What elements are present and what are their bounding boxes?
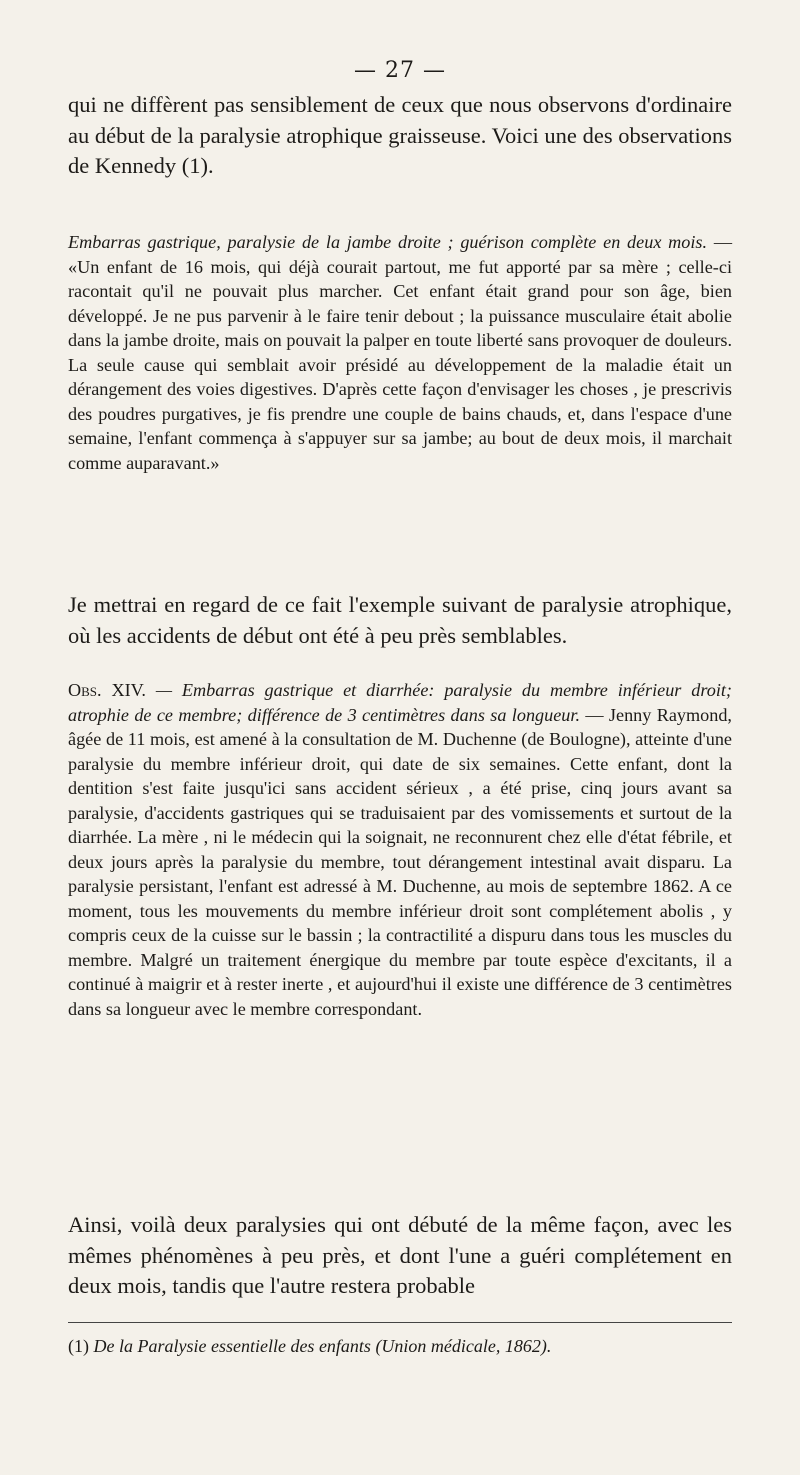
observation-xiv-heading: — Embarras gastrique et diarrhée: paralysie du membre inférieur droit; atrophie de ce membre; différence de 3 centimètres dans sa longueur. xyxy=(68,680,732,725)
observation-xiv-body: — Jenny Raymond, âgée de 11 mois, est amené à la consultation de M. Duchenne (de Boulogne), atteinte d'une paralysie du membre inférieur droit, qui date de six semaines. Cette enfant, dont la dentition s'est faite jusqu'ici sans accident sérieux , a été prise, cinq jours avant sa paralysie, d'accidents gastriques qui se traduisaient par des vomissements et surtout de la diarrhée. La mère , ni le médecin qui la soignait, ne reconnurent chez elle d'état fébrile, et deux jours après la paralysie du membre, tout dérangement intestinal avait disparu. La paralysie persistant, l'enfant est adressé à M. Duchenne, au mois de septembre 1862. A ce moment, tous les mouvements du membre inférieur droit sont complétement abolis , y compris ceux de la cuisse sur le bassin ; la contractilité a dispuru dans tous les muscles du membre. Malgré un traitement énergique du membre par toute espèce d'excitants, il a continué à maigrir et à rester inerte , et aujourd'hui il existe une différence de 3 centimètres dans sa longueur avec le membre correspondant. xyxy=(68,704,732,1019)
footnote-title: De la Paralysie essentielle des enfants xyxy=(93,1336,371,1356)
paragraph-intro: qui ne diffèrent pas sensiblement de ceux que nous observons d'ordinaire au début de la paralysie atrophique graisseuse. Voici une des observations de Kennedy (1). xyxy=(68,92,732,178)
footnote-marker: (1) xyxy=(68,1336,89,1356)
observation-kennedy xyxy=(68,230,732,475)
footnote-source: (Union médicale, 1862). xyxy=(375,1336,552,1356)
paragraph-conclusion: Ainsi, voilà deux paralysies qui ont débuté de la même façon, avec les mêmes phénomènes à peu près, et dont l'une a guéri complétement en deux mois, tandis que l'autre restera probable xyxy=(68,1212,732,1298)
observation-xiv-number: Obs. XIV. xyxy=(68,680,146,700)
observation-xiv xyxy=(68,678,732,1021)
footnote xyxy=(68,1335,732,1357)
observation-kennedy-body: — «Un enfant de 16 mois, qui déjà courait partout, me fut apporté par sa mère ; celle-ci racontait qu'il ne pouvait plus marcher. Cet enfant était grand pour son âge, bien développé. Je ne pus parvenir à le faire tenir debout ; la puissance musculaire était abolie dans la jambe droite, mais on pouvait la palper en toute liberté sans provoquer de douleurs. La seule cause qui semblait avoir présidé au développement de la maladie était un dérangement des voies digestives. D'après cette façon d'envisager les choses , je prescrivis des poudres purgatives, je fis prendre une couple de bains chauds, et, dans l'espace d'une semaine, l'enfant commença à s'appuyer sur sa jambe; au bout de deux mois, il marchait comme auparavant.» xyxy=(68,232,733,473)
observation-kennedy-heading: Embarras gastrique, paralysie de la jambe droite ; guérison complète en deux mois. xyxy=(68,232,708,252)
page-number: — 27 — xyxy=(354,58,446,83)
footnote-divider xyxy=(68,1322,732,1323)
paragraph-comparison: Je mettrai en regard de ce fait l'exemple suivant de paralysie atrophique, où les accidents de début ont été à peu près semblables. xyxy=(68,592,732,648)
